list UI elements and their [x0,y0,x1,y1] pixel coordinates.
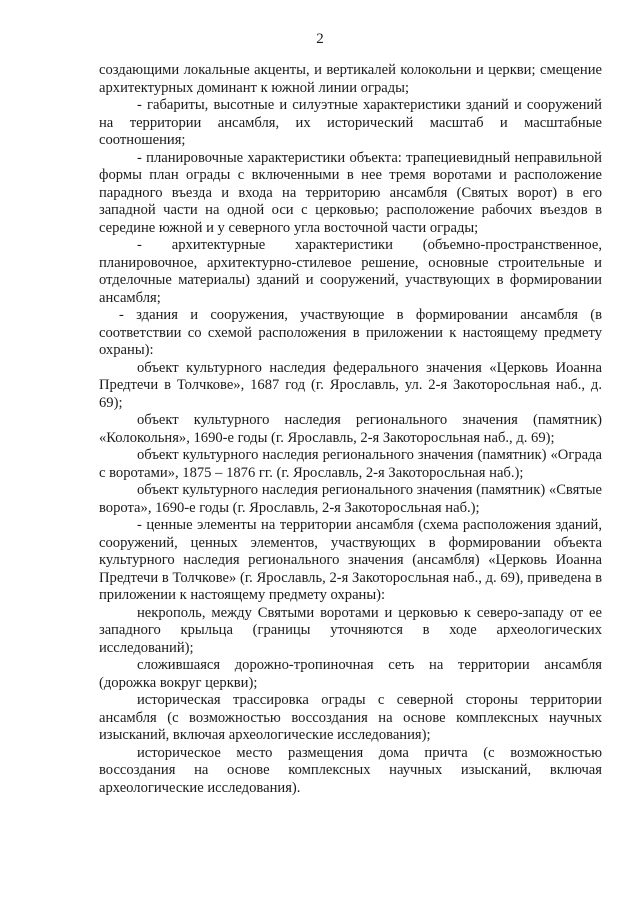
paragraph-local-accents: создающими локальные акценты, и вертикалей колокольни и церкви; смещение архитектурных доминант к южной линии ограды; [99,62,602,96]
paragraph-dimensions: - габариты, высотные и силуэтные характеристики зданий и сооружений на территории ансамбля, их исторический масштаб и масштабные соотношения; [99,97,602,148]
paragraph-historic-fence-route: историческая трассировка ограды с северной стороны территории ансамбля (с возможностью воссоздания на основе комплексных научных изысканий, включая археологические исследования); [99,692,602,743]
paragraph-planning: - планировочные характеристики объекта: трапециевидный неправильной формы план ограды с включенными в нее тремя воротами и расположение парадного въезда и входа на территорию ансамбля (Святых ворот) в его западной части на одной оси с церковью; расположение рабочих въездов в середине южной и у северного угла восточной части ограды; [99,149,602,236]
paragraph-holy-gates: объект культурного наследия регионального значения (памятник) «Святые ворота», 1690-е годы (г. Ярославль, 2-я Закоторосльная наб.); [99,482,602,516]
paragraph-fence: объект культурного наследия регионального значения (памятник) «Ограда с воротами», 1875 – 1876 гг. (г. Ярославль, 2-я Закоторосльная наб.); [99,447,602,481]
paragraph-clergy-house: историческое место размещения дома причта (с возможностью воссоздания на основе комплексных научных изысканий, включая археологические исследования). [99,744,602,796]
paragraph-paths: сложившаяся дорожно-тропиночная сеть на территории ансамбля (дорожка вокруг церкви); [99,657,602,691]
document-body [99,62,602,797]
paragraph-buildings: - здания и сооружения, участвующие в формировании ансамбля (в соответствии со схемой расположения в приложении к настоящему предмету охраны): [99,307,602,358]
paragraph-valuable-elements: - ценные элементы на территории ансамбля (схема расположения зданий, сооружений, ценных элементов, участвующих в формировании объекта культурного наследия регионального значения (ансамбля) «Церковь Иоанна Предтечи в Толчкове» (г. Ярославль, 2-я Закоторосльная наб., д. 69), приведена в приложении к настоящему предмету охраны): [99,517,602,603]
paragraph-bell-tower: объект культурного наследия регионального значения (памятник) «Колокольня», 1690-е годы (г. Ярославль, 2-я Закоторосльная наб., д. 69); [99,412,602,446]
page-number: 2 [316,31,324,47]
paragraph-church: объект культурного наследия федерального значения «Церковь Иоанна Предтечи в Толчкове», 1687 год (г. Ярославль, ул. 2-я Закоторосльная наб., д. 69); [99,359,602,411]
paragraph-architectural: - архитектурные характеристики (объемно-пространственное, планировочное, архитектурно-стилевое решение, основные строительные и отделочные материалы) зданий и сооружений, участвующих в формировании ансамбля; [99,237,602,306]
paragraph-necropolis: некрополь, между Святыми воротами и церковью к северо-западу от ее западного крыльца (границы уточняются в ходе археологических исследований); [99,604,602,656]
